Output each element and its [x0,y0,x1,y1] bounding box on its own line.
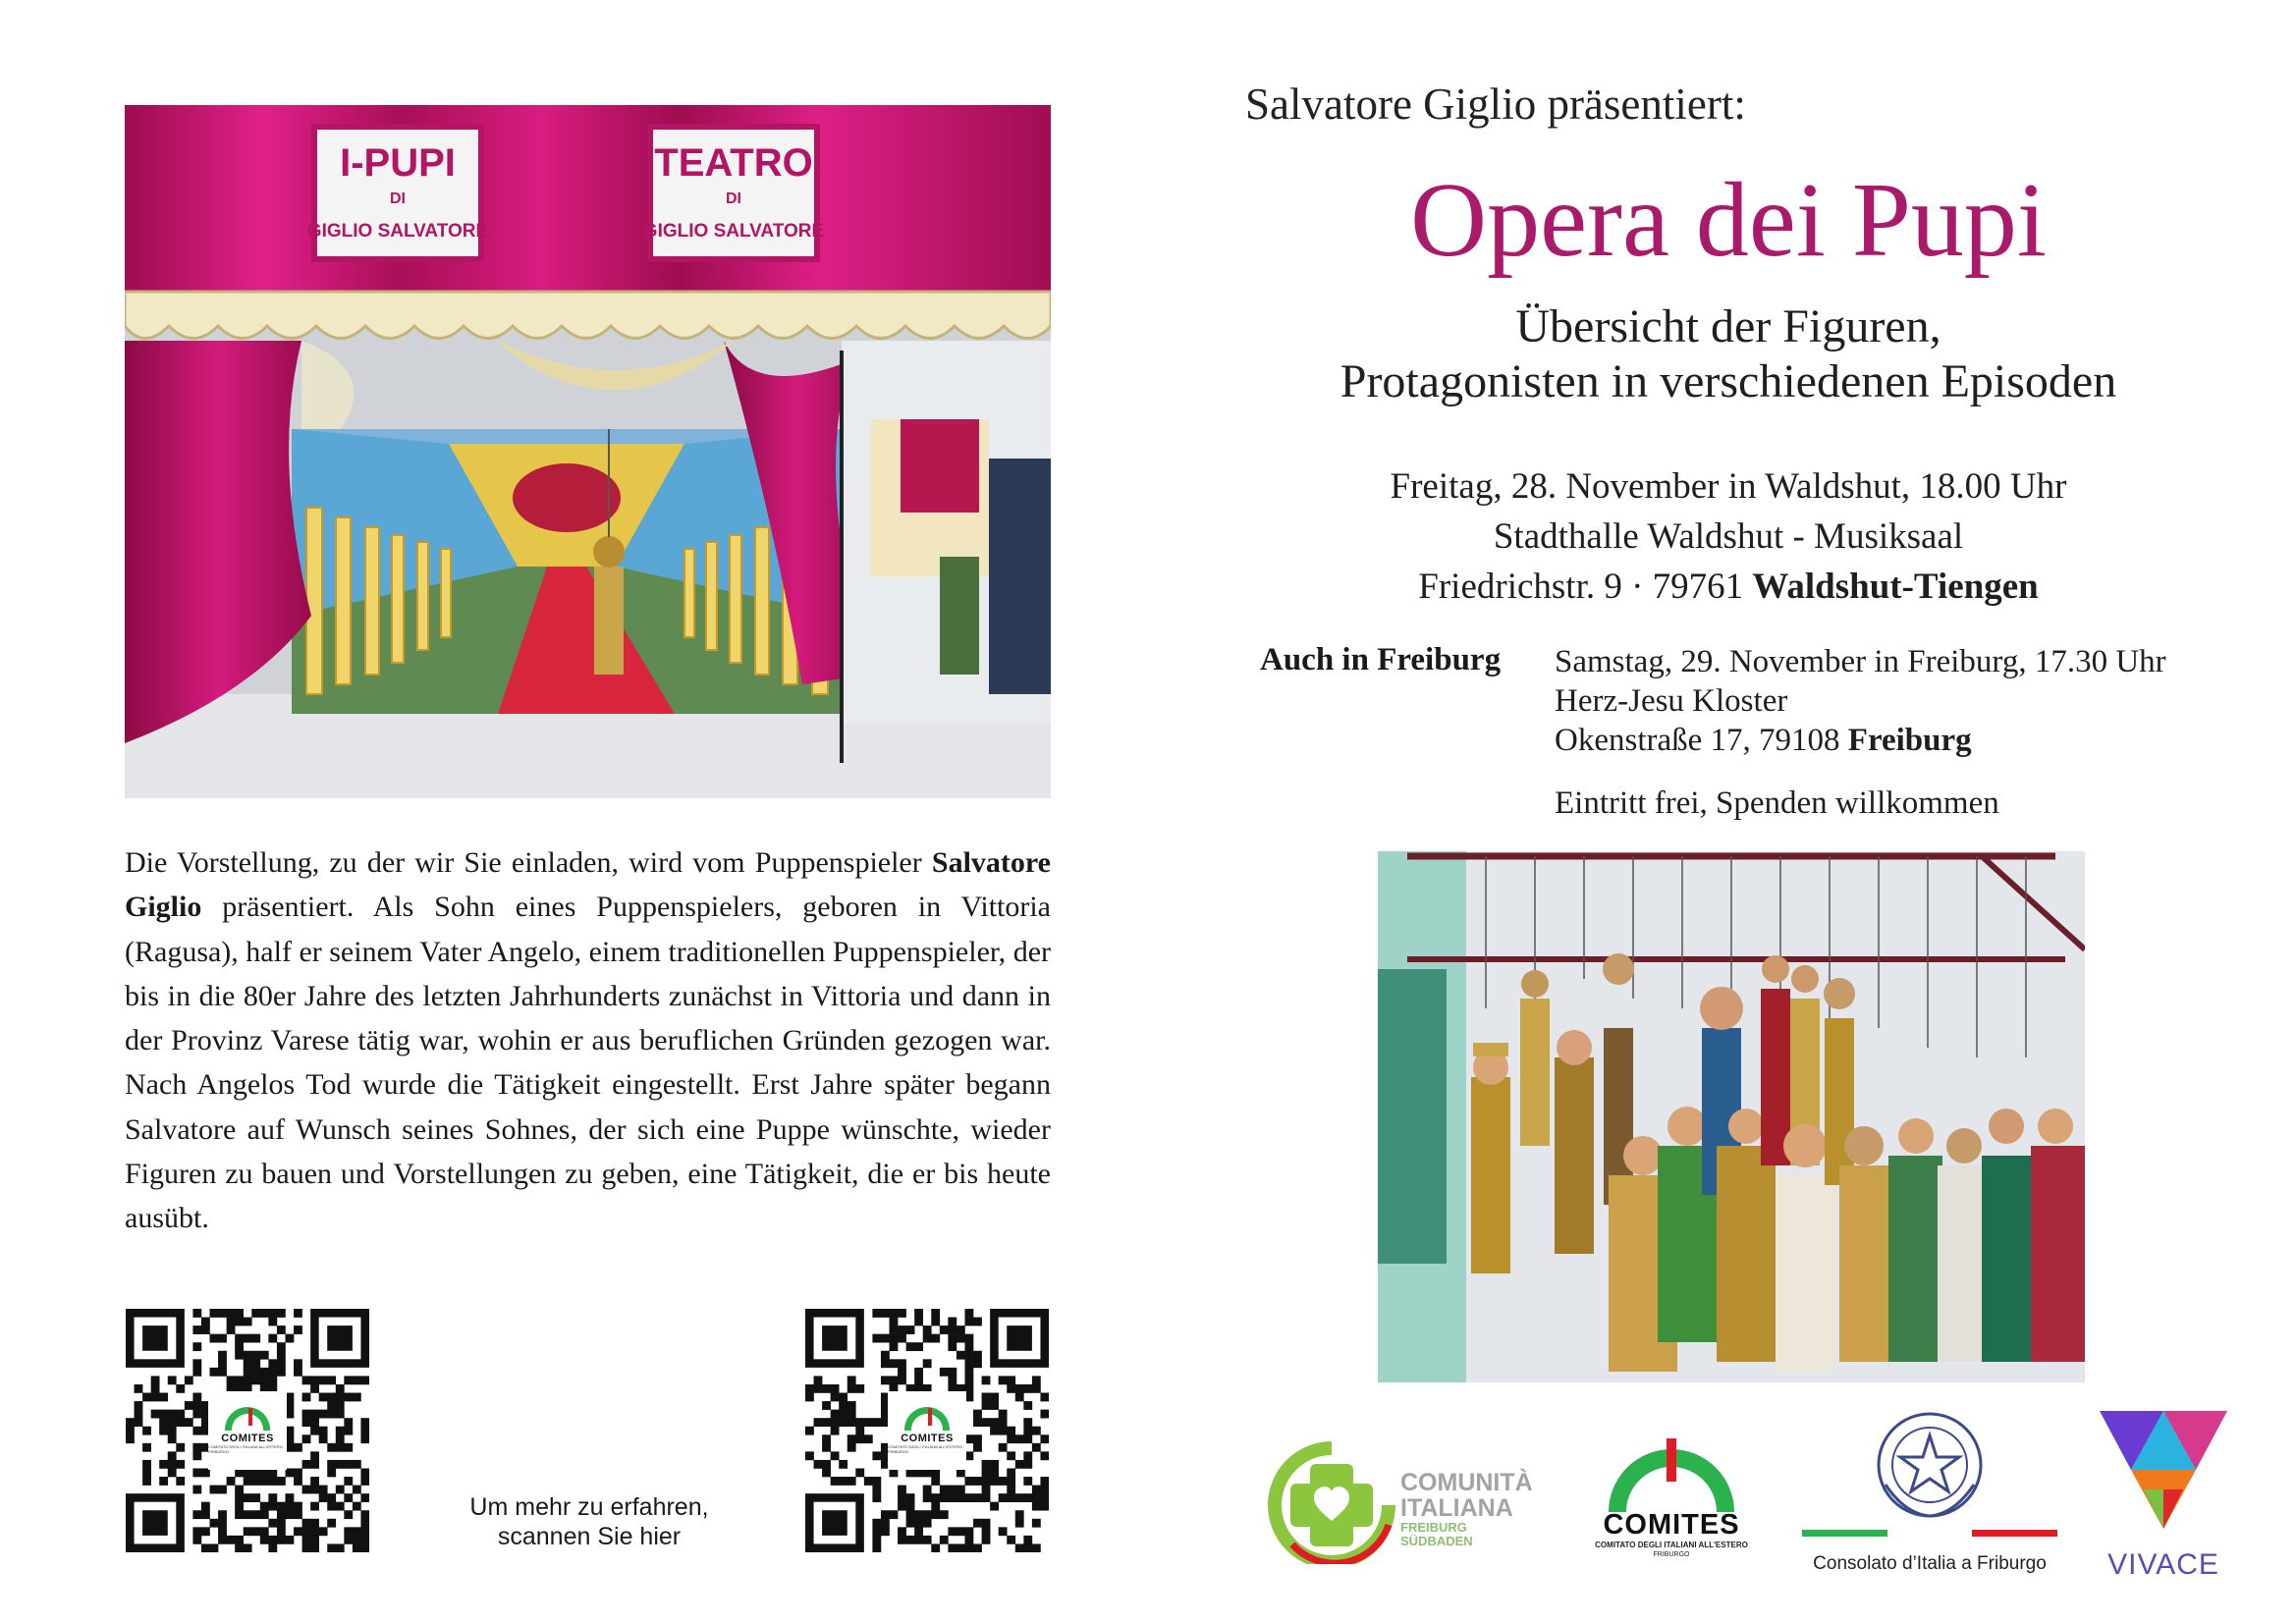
logo-vivace [2090,1401,2237,1588]
comunita-line4: SÜDBADEN [1400,1534,1473,1548]
logo-comites [1593,1438,1750,1561]
page-title: Opera dei Pupi [1410,162,2047,279]
event-freiburg [1555,642,2166,760]
comunita-line2: ITALIANA [1400,1494,1513,1522]
banner-teatro-line3: GIGLIO SALVATORE [642,221,825,242]
banner-i-pupi-line3: GIGLIO SALVATORE [306,221,489,242]
comunita-heart-icon [1263,1436,1400,1564]
banner-i-pupi [307,127,488,259]
scan-note [422,1492,756,1551]
event-waldshut [1139,461,2296,612]
presenter-line: Salvatore Giglio präsentiert: [1245,80,1746,129]
event-waldshut-date: Freitag, 28. November in Waldshut, 18.00 Uhr [1390,466,2067,507]
qr-code-right[interactable] [805,1309,1049,1552]
event-freiburg-venue: Herz-Jesu Kloster [1555,683,1788,719]
subtitle-line1: Übersicht der Figuren, [1515,300,1941,352]
bio-part1: Die Vorstellung, zu der wir Sie einladen, wird vom Puppenspieler [125,846,932,879]
banner-teatro [643,127,824,259]
comites-arc-icon [904,1407,950,1431]
banner-i-pupi-line2: DI [390,190,406,207]
comites-sub2: FRIBURGO [1653,1551,1690,1558]
scan-note-line1: Um mehr zu erfahren, [469,1493,709,1521]
event-waldshut-venue: Stadthalle Waldshut - Musiksaal [1493,516,1964,557]
logo-comunita-italiana [1263,1436,1548,1564]
vivace-triangle-icon [2090,1401,2237,1539]
scan-note-line2: scannen Sie hier [497,1523,682,1550]
puppets-photo [1378,851,2085,1382]
consolato-caption: Consolato d’Italia a Friburgo [1813,1553,2047,1574]
italian-emblem-icon [1797,1406,2062,1553]
event-freiburg-city: Freiburg [1847,723,1972,758]
subtitle-line2: Protagonisten in verschiedenen Episoden [1339,355,2117,407]
bio-paragraph [125,840,1051,1241]
banner-teatro-line2: DI [726,190,741,207]
banner-teatro-line1: TEATRO [654,141,813,185]
comites-word: COMITES [1603,1509,1740,1541]
comites-arc-icon [225,1407,270,1431]
qr-badge-word: COMITES [901,1433,954,1444]
comunita-line3: FREIBURG [1400,1520,1467,1535]
bio-part2: präsentiert. Als Sohn eines Puppenspielers, geboren in Vittoria (Ragusa), half er seinem Vater Angelo, einem traditionellen Puppenspieler, der bis in die 80er Jahre des letzten Jahrhunderts zunächst in Vittoria und dann in der Provinz Varese tätig war, wohin er aus beruflichen Gründen gezogen war. Nach Angelos Tod wurde die Tätigkeit eingestellt. Erst Jahre später begann Salvatore auf Wunsch seines Sohnes, der sich eine Puppe wünschte, wieder Figuren zu bauen und Vorstellungen zu geben, eine Tätigkeit, die er bis heute ausübt. [125,891,1051,1235]
subtitle [1139,299,2296,409]
stage-photo [125,105,1051,798]
banner-i-pupi-line1: I-PUPI [340,141,456,185]
bio-name: Salvatore Giglio [125,846,1051,924]
qr-badge-word: COMITES [221,1433,274,1444]
comunita-line1: COMUNITÀ [1400,1469,1533,1496]
event-waldshut-address: Friedrichstr. 9 · 79761 Waldshut-Tiengen [1418,567,2039,607]
event-freiburg-address: Okenstraße 17, 79108 Freiburg [1555,723,1972,758]
event-freiburg-date: Samstag, 29. November in Freiburg, 17.30 Uhr [1555,644,2166,679]
vivace-word: VIVACE [2107,1548,2219,1581]
comites-arc-icon [1593,1438,1750,1517]
qr-badge-sub: COMITATO DEGLI ITALIANI ALL'ESTERO · FRIBURGO [888,1444,965,1454]
comites-badge-right [888,1391,966,1470]
comites-badge-left [208,1391,287,1470]
qr-badge-sub: COMITATO DEGLI ITALIANI ALL'ESTERO · FRIBURGO [208,1444,286,1454]
entry-note: Eintritt frei, Spenden willkommen [1555,785,1999,821]
comites-sub1: COMITATO DEGLI ITALIANI ALL'ESTERO [1595,1541,1748,1549]
logo-consolato [1797,1406,2062,1583]
qr-code-left[interactable] [126,1309,369,1552]
freiburg-label: Auch in Freiburg [1260,642,1502,677]
event-waldshut-city: Waldshut-Tiengen [1752,567,2039,607]
